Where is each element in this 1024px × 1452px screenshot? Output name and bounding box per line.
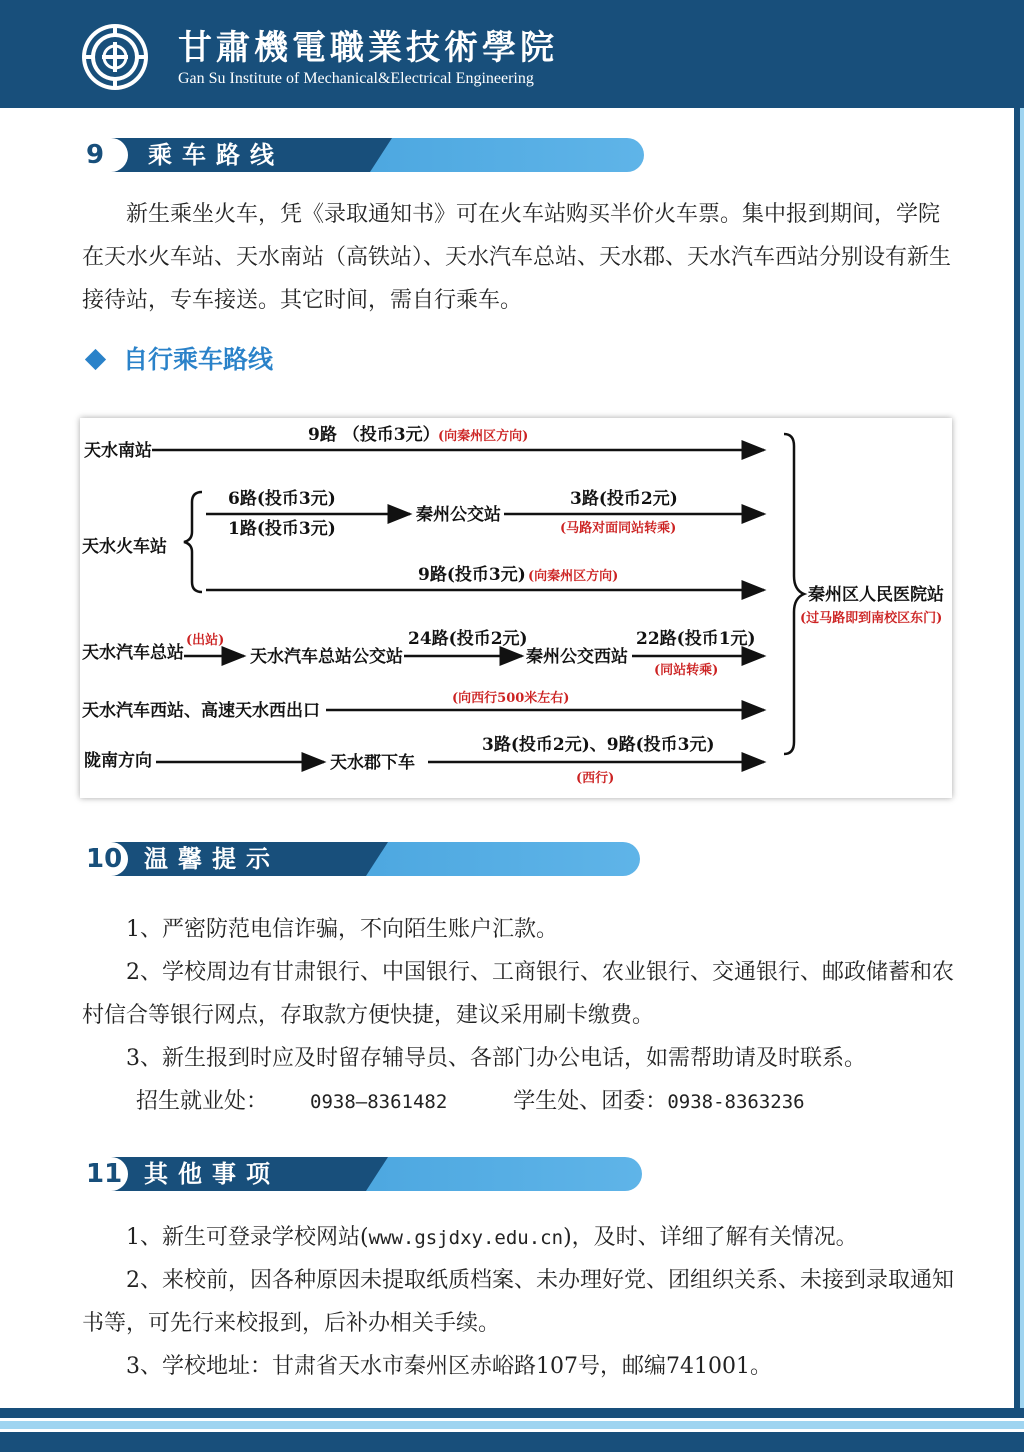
tip-item-1: 1、严密防范电信诈骗，不向陌生账户汇款。 <box>126 917 558 942</box>
phone2-number: 0938-8363236 <box>667 1091 805 1113</box>
section-title: 乘车路线 <box>148 141 284 169</box>
section-title: 温馨提示 <box>144 845 280 873</box>
destination-note: (过马路即到南校区东门) <box>800 611 943 626</box>
route-label: 3路(投币2元) <box>570 489 678 509</box>
section-9-heading <box>82 138 644 172</box>
route-label: 22路(投币1元) <box>636 629 756 649</box>
other-item-3: 3、学校地址：甘肃省天水市秦州区赤峪路107号，邮编741001。 <box>126 1354 772 1379</box>
tip-item-3: 3、新生报到时应及时留存辅导员、各部门办公电话，如需帮助请及时联系。 <box>126 1046 866 1071</box>
route-note: (同站转乘) <box>654 663 719 678</box>
origin-bus-west: 天水汽车西站、高速天水西出口 <box>82 701 320 721</box>
footer-bar <box>0 1408 1024 1418</box>
origin-bus-main: 天水汽车总站 <box>82 643 184 663</box>
origin-tianshui-train: 天水火车站 <box>82 537 167 557</box>
route-label: 9路 （投币3元） <box>308 425 440 445</box>
route-label: 1路(投币3元) <box>228 519 336 539</box>
stop-bus-main-transit: 天水汽车总站公交站 <box>250 647 403 667</box>
phone1-number: 0938—8361482 <box>310 1091 448 1113</box>
route-label: 24路(投币2元) <box>408 629 528 649</box>
origin-longnan: 陇南方向 <box>84 751 152 771</box>
section-11-heading <box>82 1157 642 1191</box>
diamond-icon <box>85 349 106 370</box>
route-note: (向秦州区方向) <box>528 569 619 584</box>
route-map <box>80 418 952 798</box>
header-banner <box>0 0 1024 108</box>
school-name-cn: 甘肅機電職業技術學院 <box>178 28 558 68</box>
footer-bar-bottom <box>0 1432 1024 1452</box>
self-route-subheading: 自行乘车路线 <box>84 340 273 380</box>
other-item-1: 1、新生可登录学校网站(www.gsjdxy.edu.cn)，及时、详细了解有关情况。 <box>126 1225 858 1250</box>
school-website-link[interactable]: www.gsjdxy.edu.cn <box>368 1227 564 1249</box>
school-emblem-icon <box>80 22 150 92</box>
other-item-2: 2、来校前，因各种原因未提取纸质档案、未办理好党、团组织关系、未接到录取通知书等，可先行来校报到，后补办相关手续。 <box>82 1268 954 1336</box>
phone2-label: 学生处、团委： <box>513 1089 668 1114</box>
section-title: 其他事项 <box>144 1160 280 1188</box>
tip-item-2: 2、学校周边有甘肃银行、中国银行、工商银行、农业银行、交通银行、邮政储蓄和农村信合等银行网点，存取款方便快捷，建议采用刷卡缴费。 <box>82 960 954 1028</box>
school-name-en: Gan Su Institute of Mechanical&Electrical Engineering <box>178 70 534 87</box>
route-label: 3路(投币2元)、9路(投币3元) <box>482 735 715 755</box>
route-note: (向秦州区方向) <box>438 429 529 444</box>
stop-tianshuijun: 天水郡下车 <box>330 753 415 773</box>
section-number: 10 <box>82 842 128 876</box>
footer-bar-light <box>0 1421 1024 1429</box>
section-number: 11 <box>82 1157 128 1191</box>
phone1-label: 招生就业处： <box>136 1089 269 1114</box>
route-note: (西行) <box>576 771 615 786</box>
origin-tianshui-south: 天水南站 <box>84 441 152 461</box>
route-label: 6路(投币3元) <box>228 489 336 509</box>
destination-hospital: 秦州区人民医院站 <box>808 585 944 605</box>
section-number: 9 <box>82 138 128 172</box>
route-note: (向西行500米左右) <box>452 691 570 706</box>
contact-phones <box>136 1080 1024 1124</box>
route-intro-paragraph: 新生乘坐火车，凭《录取通知书》可在火车站购买半价火车票。集中报到期间，学院在天水火车站、天水南站（高铁站）、天水汽车总站、天水郡、天水汽车西站分别设有新生接待站，专车接送。其它时间，需自行乘车。 <box>82 202 952 313</box>
route-note: (出站) <box>186 633 225 648</box>
stop-qinzhou-west: 秦州公交西站 <box>526 647 628 667</box>
section-10-heading <box>82 842 640 876</box>
route-note: (马路对面同站转乘) <box>560 521 677 536</box>
right-border-stripe-light <box>1020 108 1024 1408</box>
stop-qinzhou-bus: 秦州公交站 <box>416 505 501 525</box>
route-label: 9路(投币3元) <box>418 565 526 585</box>
